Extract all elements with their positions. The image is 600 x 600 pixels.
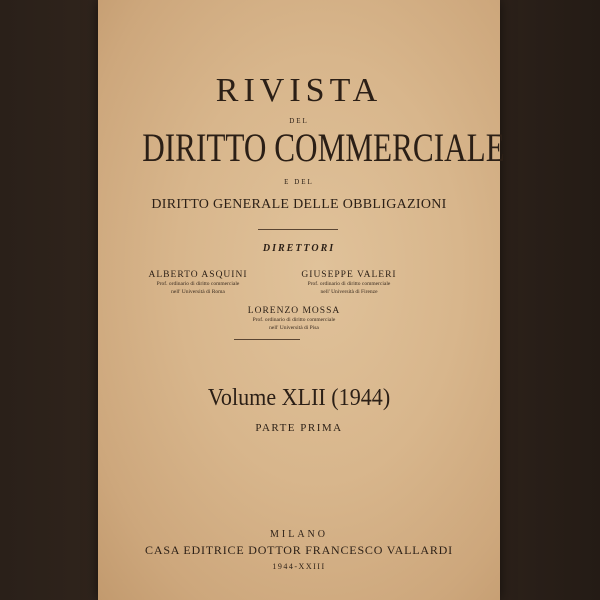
director-entry (128, 270, 268, 295)
part-label: PARTE PRIMA (255, 422, 343, 434)
director-name: LORENZO MOSSA (247, 306, 341, 316)
directors-heading: DIRETTORI (262, 243, 336, 254)
journal-subtitle: DIRITTO GENERALE DELLE OBBLIGAZIONI (151, 197, 447, 212)
publication-year: 1944-XXIII (272, 562, 326, 571)
director-title: Prof. ordinario di diritto commerciale (252, 317, 336, 323)
volume-number: Volume XLII (1944) (207, 385, 391, 411)
director-affiliation: nell' Università di Roma (171, 288, 225, 295)
director-affiliation: nell' Università di Firenze (320, 288, 378, 295)
connector-del: DEL (289, 117, 309, 125)
director-name: ALBERTO ASQUINI (148, 270, 248, 280)
director-affiliation: nell' Università di Pisa (269, 324, 319, 331)
director-title: Prof. ordinario di diritto commerciale (156, 281, 240, 287)
director-entry (284, 270, 414, 295)
journal-title-main: DIRITTO COMMERCIALE (142, 125, 505, 170)
director-title: Prof. ordinario di diritto commerciale (307, 281, 391, 287)
journal-title-rivista: RIVISTA (215, 72, 383, 109)
director-entry (224, 306, 364, 331)
title-page (98, 0, 505, 600)
divider-rule (258, 229, 338, 230)
publication-city: MILANO (270, 529, 328, 540)
connector-e-del: E DEL (284, 178, 314, 186)
publisher-name: CASA EDITRICE DOTTOR FRANCESCO VALLARDI (145, 543, 453, 557)
director-name: GIUSEPPE VALERI (301, 270, 397, 280)
divider-rule (234, 339, 300, 340)
